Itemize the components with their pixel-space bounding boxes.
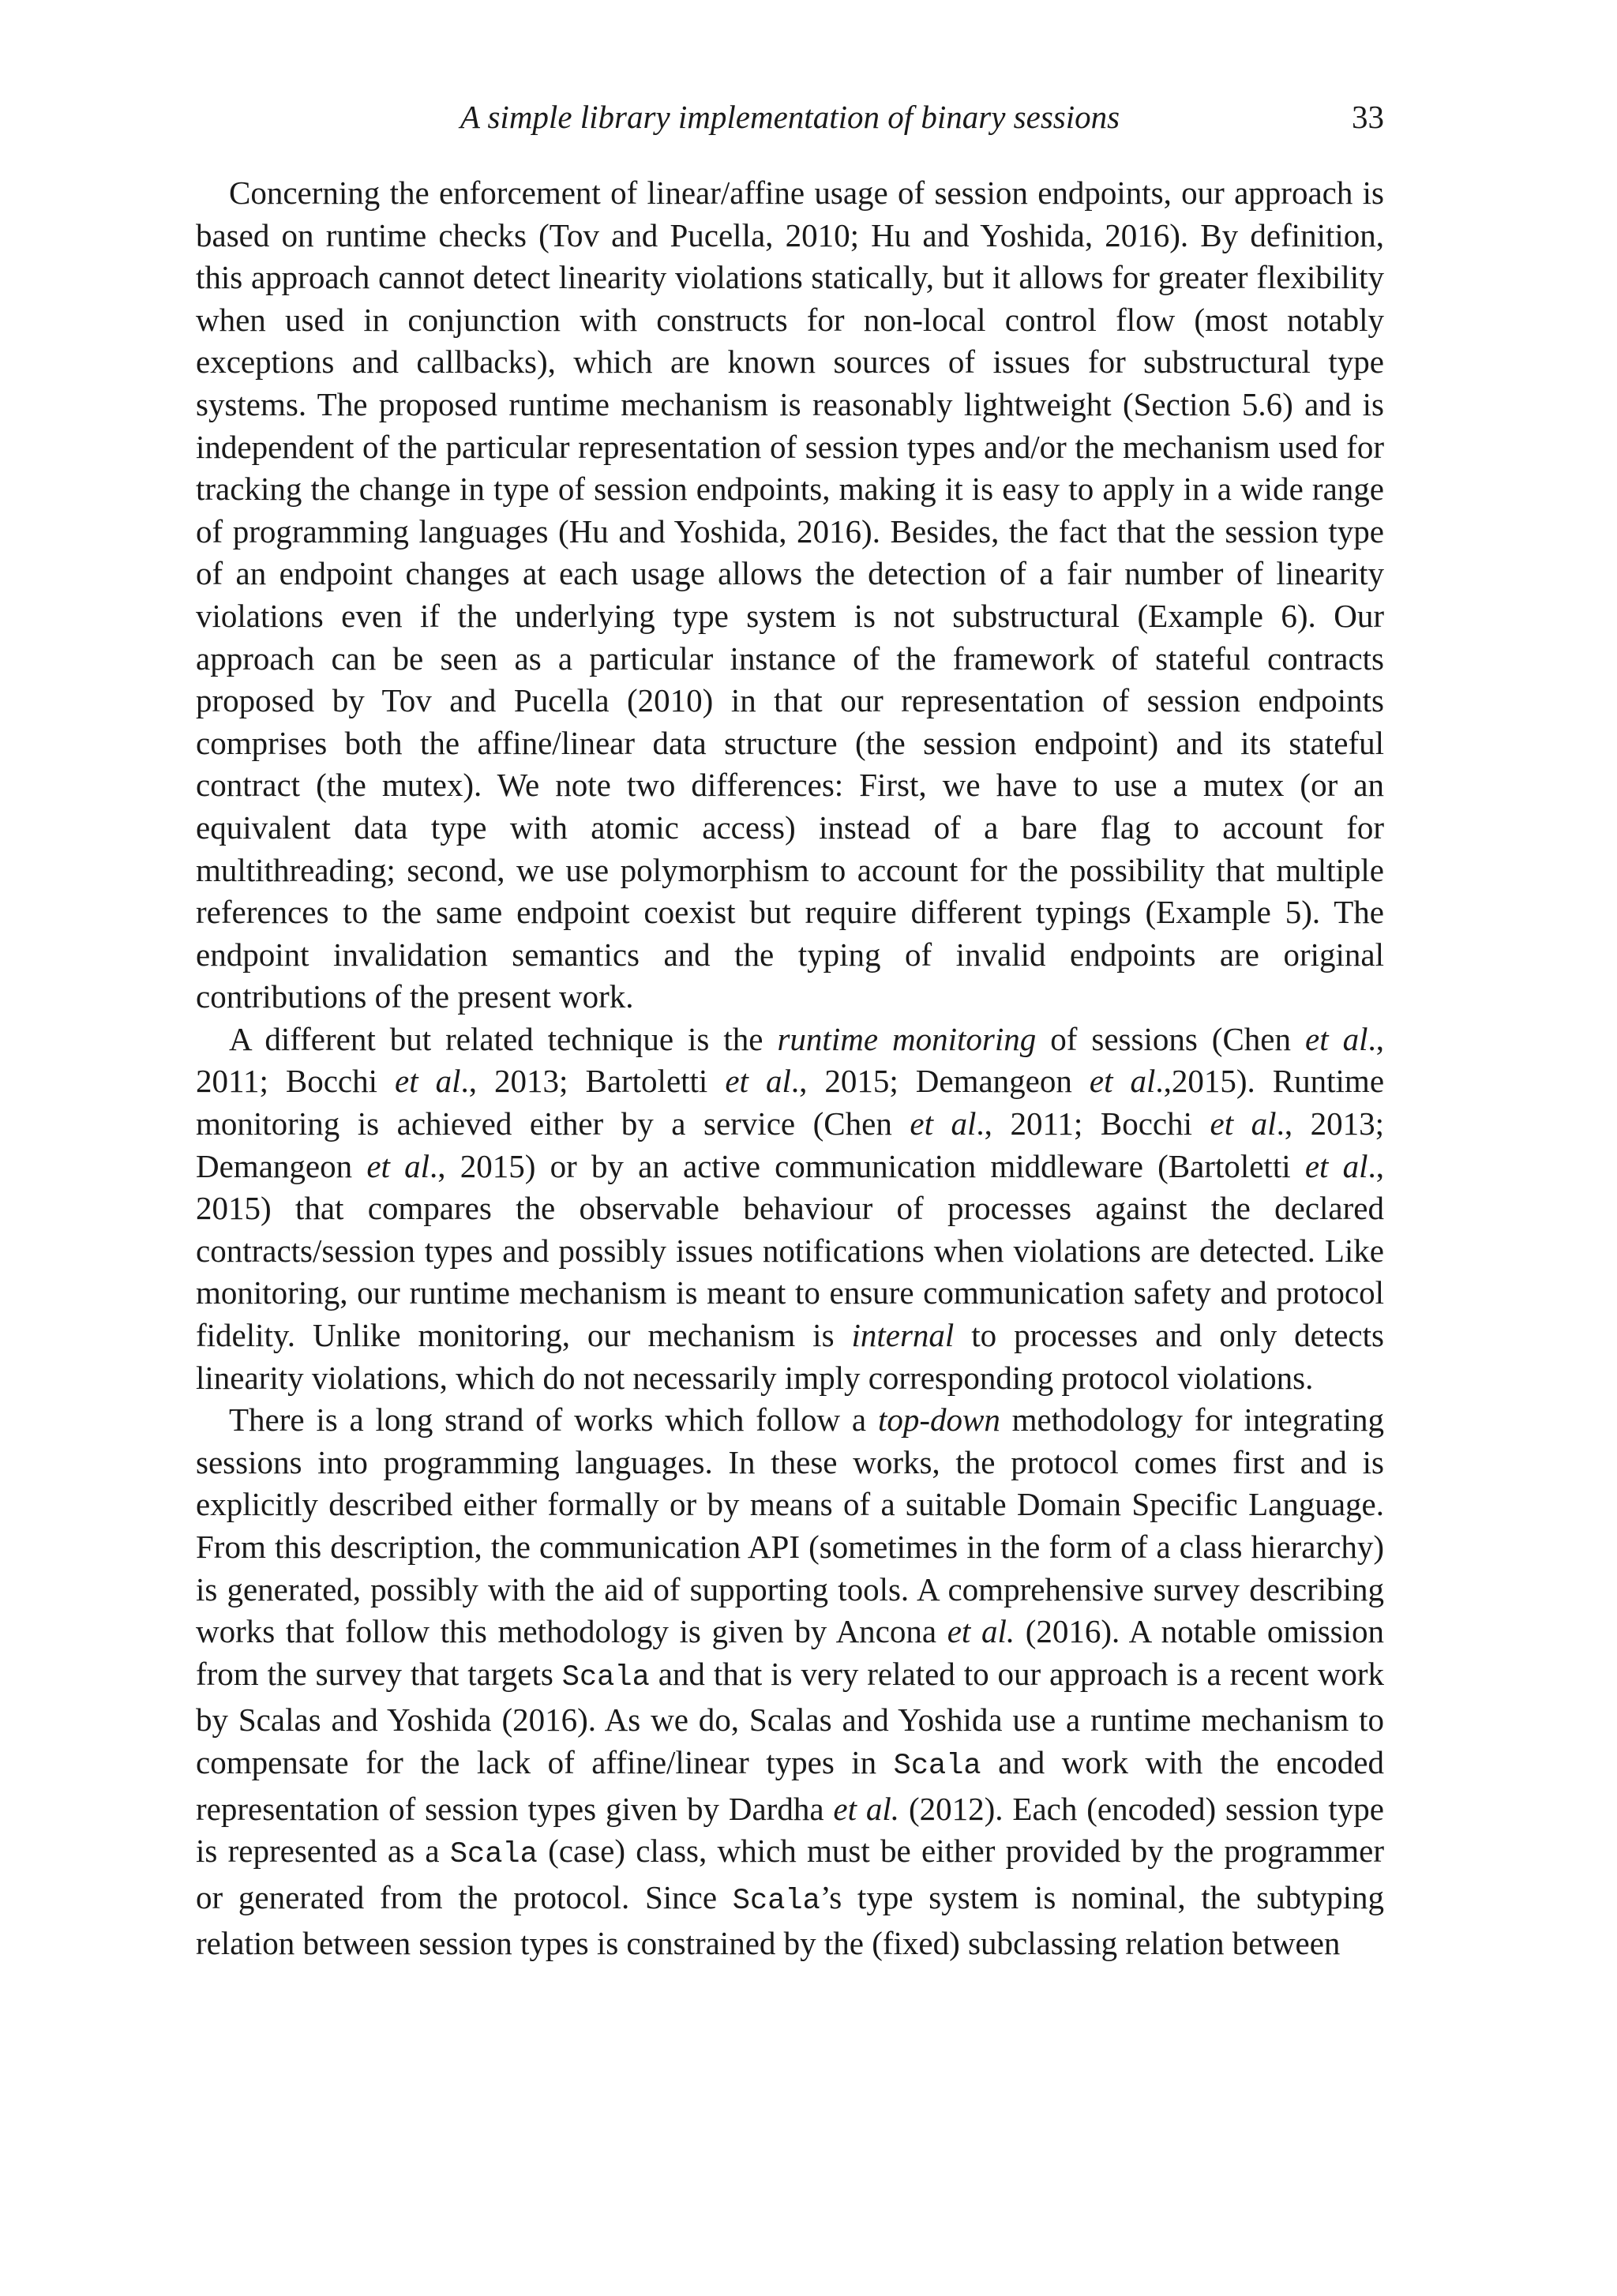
text-run: ., 2015) or by an active communication middleware (Bartoletti [430, 1147, 1305, 1184]
text-run: (2012). Each (encoded) session type is represented as a [196, 1790, 1384, 1870]
paragraph-linearity-enforcement [196, 172, 1384, 1019]
text-run: ’s type system is nominal, the subtyping relation between session types is constrained by the (fixed) subclassing relation between [196, 1878, 1384, 1962]
text-run: (case) class, which must be either provided by the programmer or generated from the protocol. Since [196, 1833, 1384, 1915]
emphasis-text: et al. [947, 1613, 1015, 1650]
text-run: .,2015). Runtime monitoring is achieved either by a service (Chen [196, 1063, 1385, 1142]
emphasis-text: internal [851, 1317, 955, 1354]
code-text: Scala [449, 1838, 538, 1872]
emphasis-text: et al [1210, 1105, 1277, 1142]
code-text: Scala [893, 1749, 981, 1783]
text-run: ., 2013; Bartoletti [460, 1063, 726, 1100]
emphasis-text: et al [395, 1063, 461, 1100]
text-run: ., 2011; Bocchi [196, 1020, 1384, 1100]
emphasis-text: et al [1304, 1147, 1368, 1184]
page-number: 33 [1352, 99, 1384, 135]
emphasis-text: et al [1305, 1020, 1368, 1057]
emphasis-text: et al [725, 1063, 791, 1100]
text-run: and work with the encoded representation of session types given by Dardha [196, 1743, 1384, 1827]
text-run: Concerning the enforcement of linear/affine usage of session endpoints, our approach is based on runtime checks (Tov and Pucella, 2010; Hu and Yoshida, 2016). By definition, this approach cannot detect linearity violations statically, but it allows for greater flexibility when used in conjunction with constructs for non-local control flow (most notably exceptions and callbacks), which are known sources of issues for substructural type systems. The proposed runtime mechanism is reasonably lightweight (Section 5.6) and is independent of the particular representation of session types and/or the mechanism used for tracking the change in type of session endpoints, making it is easy to apply in a wide range of programming languages (Hu and Yoshida, 2016). Besides, the fact that the session type of an endpoint changes at each usage allows the detection of a fair number of linearity violations even if the underlying type system is not substructural (Example 6). Our approach can be seen as a particular instance of the framework of stateful contracts proposed by Tov and Pucella (2010) in that our representation of session endpoints comprises both the affine/linear data structure (the session endpoint) and its stateful contract (the mutex). We note two differences: First, we have to use a mutex (or an equivalent data type with atomic access) instead of a bare flag to account for multithreading; second, we use polymorphism to account for the possibility that multiple references to the same endpoint coexist but require different typings (Example 5). The endpoint invalidation semantics and the typing of invalid endpoints are original contributions of the present work. [196, 174, 1384, 1015]
text-run: ., 2015) that compares the observable behaviour of processes against the declared contracts/session types and possibly issues notifications when violations are detected. Like monitoring, our runtime mechanism is meant to ensure communication safety and protocol fidelity. Unlike monitoring, our mechanism is [196, 1147, 1385, 1354]
text-run: methodology for integrating sessions into programming languages. In these works, the protocol comes first and is explicitly described either formally or by means of a suitable Domain Specific Language. From this description, the communication API (sometimes in the form of a class hierarchy) is generated, possibly with the aid of supporting tools. A comprehensive survey describing works that follow this methodology is given by Ancona [196, 1401, 1385, 1650]
text-run: of sessions (Chen [1036, 1020, 1306, 1057]
text-run: There is a long strand of works which follow a [229, 1401, 878, 1439]
emphasis-text: et al [910, 1105, 977, 1142]
running-title: A simple library implementation of binary sessions [460, 99, 1120, 135]
running-head [196, 93, 1384, 141]
code-text: Scala [732, 1884, 820, 1918]
emphasis-text: et al [366, 1147, 430, 1184]
text-run: to processes and only detects linearity violations, which do not necessarily imply corresponding protocol violations. [196, 1317, 1384, 1396]
text-run: ., 2013; Demangeon [196, 1105, 1384, 1184]
text-run: A different but related technique is the [229, 1020, 778, 1057]
text-run: ., 2011; Bocchi [976, 1105, 1210, 1142]
emphasis-text: et al. [833, 1790, 900, 1827]
emphasis-text: top-down [877, 1401, 1000, 1439]
text-run: (2016). A notable omission from the survey that targets [196, 1613, 1385, 1692]
paragraph-runtime-monitoring [196, 1019, 1384, 1399]
emphasis-text: runtime monitoring [777, 1020, 1037, 1057]
body-text [196, 172, 1384, 1965]
text-run: ., 2015; Demangeon [790, 1063, 1090, 1100]
emphasis-text: et al [1089, 1063, 1156, 1100]
code-text: Scala [561, 1660, 650, 1694]
paragraph-top-down-methodology [196, 1399, 1384, 1965]
text-run: and that is very related to our approach is a recent work by Scalas and Yoshida (2016). As we do, Scalas and Yoshida use a runtime mechanism to compensate for the lack of affine/linear types in [196, 1655, 1385, 1780]
